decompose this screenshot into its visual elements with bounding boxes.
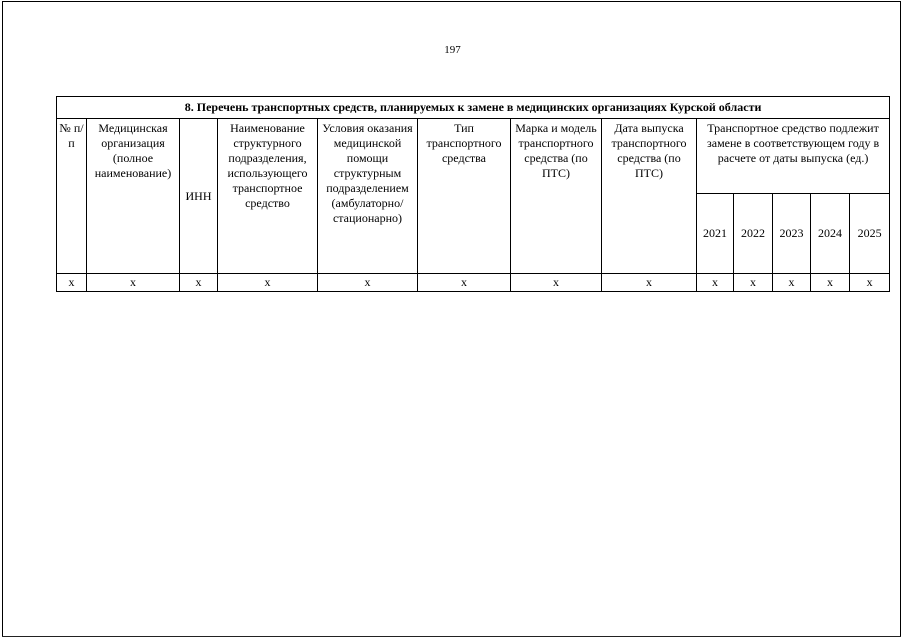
cell-num: х — [57, 274, 87, 292]
cell-2023: х — [773, 274, 811, 292]
header-num: № п/п — [57, 119, 87, 274]
header-inn: ИНН — [180, 119, 218, 274]
page-number: 197 — [444, 44, 461, 56]
year-2023: 2023 — [773, 194, 811, 274]
cell-2025: х — [850, 274, 890, 292]
cell-2021: х — [697, 274, 734, 292]
header-replacement-group: Транспортное средство подлежит замене в соответствующем году в расчете от даты выпуска (ед.) — [697, 119, 890, 194]
header-vehicle-type: Тип транспортного средства — [418, 119, 511, 274]
cell-release-date: х — [602, 274, 697, 292]
page-bottom-edge — [2, 636, 901, 637]
year-2022: 2022 — [734, 194, 773, 274]
cell-care-conditions: х — [318, 274, 418, 292]
cell-brand-model: х — [511, 274, 602, 292]
cell-2022: х — [734, 274, 773, 292]
year-2021: 2021 — [697, 194, 734, 274]
header-release-date: Дата выпуска транспортного средства (по ПТС) — [602, 119, 697, 274]
header-organization: Медицинская организация (полное наименование) — [87, 119, 180, 274]
cell-organization: х — [87, 274, 180, 292]
header-care-conditions: Условия оказания медицинской помощи структурным подразделением (амбулаторно/ стационарно) — [318, 119, 418, 274]
table-row — [57, 274, 890, 292]
header-row — [57, 119, 890, 194]
cell-inn: х — [180, 274, 218, 292]
cell-2024: х — [811, 274, 850, 292]
header-structural-unit: Наименование структурного подразделения, использующего транспортное средство — [218, 119, 318, 274]
table-title: 8. Перечень транспортных средств, планируемых к замене в медицинских организациях Курской области — [57, 97, 890, 119]
cell-structural-unit: х — [218, 274, 318, 292]
cell-vehicle-type: х — [418, 274, 511, 292]
year-2024: 2024 — [811, 194, 850, 274]
title-row — [57, 97, 890, 119]
year-2025: 2025 — [850, 194, 890, 274]
vehicle-replacement-table — [56, 96, 890, 292]
header-brand-model: Марка и модель транспортного средства (по ПТС) — [511, 119, 602, 274]
